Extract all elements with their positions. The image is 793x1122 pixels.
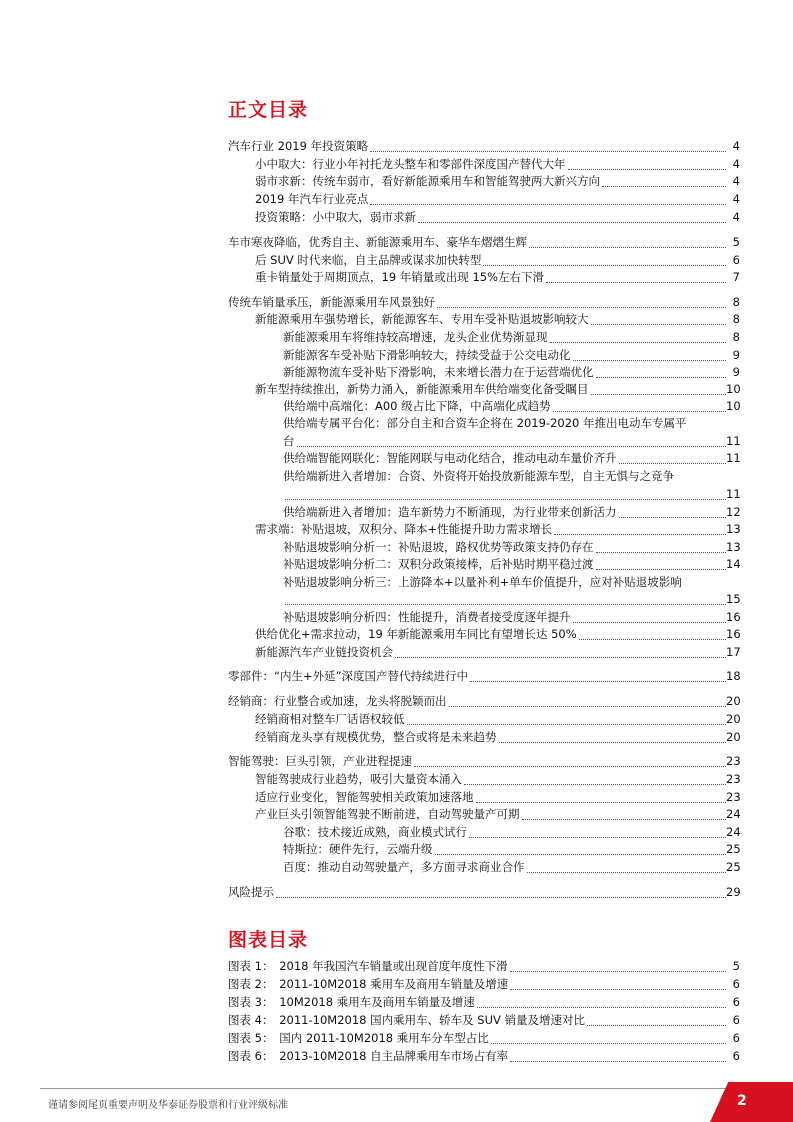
dot-leader: [437, 307, 726, 308]
toc-entry[interactable]: [228, 432, 740, 450]
toc-entry-page: 18: [726, 669, 741, 683]
dot-leader: [579, 639, 726, 640]
toc-entry-page: 15: [726, 592, 741, 606]
toc-entry-title: 经销商相对整车厂话语权较低: [255, 712, 405, 726]
toc-entry-page: 23: [726, 790, 741, 804]
figure-entry-title: 图表 3： 10M2018 乘用车及商用车销量及增速: [228, 995, 475, 1009]
dot-leader: [510, 971, 726, 972]
toc-entry-title: 需求端：补贴退坡，双积分、降本+性能提升助力需求增长: [255, 522, 553, 536]
toc-entry-page: 4: [732, 192, 740, 206]
dot-leader: [418, 222, 726, 223]
toc-entry-page: 10: [726, 382, 741, 396]
toc-entry-page: 4: [732, 157, 740, 171]
figure-entry[interactable]: [228, 1011, 740, 1029]
toc-entry[interactable]: [228, 485, 740, 503]
toc-entry[interactable]: [228, 728, 740, 746]
toc-entry[interactable]: [228, 573, 740, 591]
toc-entry[interactable]: [228, 788, 740, 806]
toc-entry-title: 小中取大：行业小年衬托龙头整车和零部件深度国产替代大年: [255, 157, 566, 171]
dot-leader: [477, 1007, 726, 1008]
toc-entry[interactable]: [228, 172, 740, 190]
figure-entry[interactable]: [228, 1029, 740, 1047]
toc-entry-title: 新能源乘用车强势增长，新能源客车、专用车受补贴退坡影响较大: [255, 312, 589, 326]
toc-entry-page: 4: [732, 139, 740, 153]
toc-entry[interactable]: [228, 608, 740, 626]
toc-entry-title: 谷歌：技术接近成熟，商业模式试行: [283, 825, 467, 839]
toc-entry-page: 20: [726, 712, 741, 726]
dot-leader: [619, 517, 727, 518]
toc-entry-title: 供给端新进入者增加：造车新势力不断涌现，为行业带来创新活力: [283, 505, 617, 519]
dot-leader: [285, 499, 726, 500]
figure-entry-page: 6: [732, 1031, 740, 1045]
toc-entry-page: 29: [726, 885, 741, 899]
footer-disclaimer: 谨请参阅尾页重要声明及华泰证券股票和行业评级标准: [48, 1100, 288, 1111]
toc-entry[interactable]: [228, 667, 740, 685]
toc-entry-page: 23: [726, 754, 741, 768]
toc-entry[interactable]: [228, 625, 740, 643]
dot-leader: [414, 766, 726, 767]
toc-entry-title: 供给端智能网联化：智能网联与电动化结合，推动电动车量价齐升: [283, 451, 617, 465]
dot-leader: [573, 622, 727, 623]
toc-entry-title: 新能源客车受补贴下滑影响较大，持续受益于公交电动化: [283, 348, 571, 362]
toc-entry-page: 17: [726, 645, 741, 659]
toc-entry-title: 适应行业变化，智能驾驶相关政策加速落地: [255, 790, 474, 804]
toc-entry-title: 弱市求新：传统车弱市，看好新能源乘用车和智能驾驶两大新兴方向: [255, 174, 600, 188]
dot-leader: [407, 724, 727, 725]
toc-entry-title: 车市寒夜降临，优秀自主、新能源乘用车、豪华车熠熠生辉: [228, 235, 527, 249]
dot-leader: [370, 204, 726, 205]
toc-entry[interactable]: [228, 310, 740, 328]
toc-entry-page: 23: [726, 772, 741, 786]
dot-leader: [510, 1061, 726, 1062]
figure-entry-page: 6: [732, 1013, 740, 1027]
toc-entry-page: 13: [726, 540, 741, 554]
page-number: 2: [737, 1093, 747, 1109]
toc-entry-page: 11: [726, 434, 741, 448]
dot-leader: [591, 324, 727, 325]
toc-entry-title: 供给端专属平台化：部分自主和合资车企将在 2019-2020 年推出电动车专属平: [283, 416, 687, 430]
toc-entry[interactable]: [228, 328, 740, 346]
toc-entry[interactable]: [228, 251, 740, 269]
figure-entry-page: 5: [732, 959, 740, 973]
toc-entry-page: 4: [732, 174, 740, 188]
toc-entry[interactable]: [228, 414, 740, 432]
dot-leader: [602, 186, 726, 187]
dot-leader: [285, 604, 726, 605]
toc-entry-page: 11: [726, 487, 741, 501]
toc-entry-title: 补贴退坡影响分析四：性能提升，消费者接受度逐年提升: [283, 610, 571, 624]
figure-entry-title: 图表 5： 国内 2011-10M2018 乘用车分车型占比: [228, 1031, 489, 1045]
toc-entry-page: 16: [726, 610, 741, 624]
toc-entry-title: 供给端新进入者增加：合资、外资将开始投放新能源车型，自主无惧与之竞争: [283, 469, 674, 483]
dot-leader: [522, 819, 727, 820]
toc-entry-page: 13: [726, 522, 741, 536]
dot-leader: [596, 569, 727, 570]
toc-entry-title: 供给端中高端化：A00 级占比下降，中高端化成趋势: [283, 399, 551, 413]
toc-entry[interactable]: [228, 555, 740, 573]
toc-entry[interactable]: [228, 449, 740, 467]
figure-entry-page: 6: [732, 1049, 740, 1063]
toc-entry-title: 后 SUV 时代来临，自主品牌或谋求加快转型: [255, 253, 482, 267]
dot-leader: [573, 360, 727, 361]
toc-entry-page: 14: [726, 557, 741, 571]
figure-entry[interactable]: [228, 975, 740, 993]
figure-entry-title: 图表 2： 2011-10M2018 乘用车及商用车销量及增速: [228, 977, 509, 991]
toc-entry-title: 经销商龙头享有规模优势，整合或将是未来趋势: [255, 730, 497, 744]
dot-leader: [550, 342, 727, 343]
toc-entry-page: 24: [726, 807, 741, 821]
dot-leader: [596, 552, 727, 553]
toc-entry-title: 补贴退坡影响分析一：补贴退坡，路权优势等政策支持仍存在: [283, 540, 594, 554]
dot-leader: [529, 247, 726, 248]
toc-entry-title: 产业巨头引领智能驾驶不断前进，自动驾驶量产可期: [255, 807, 520, 821]
dot-leader: [276, 897, 726, 898]
dot-leader: [491, 1043, 726, 1044]
toc-entry-title: 重卡销量处于周期顶点，19 年销量或出现 15%左右下滑: [255, 270, 545, 284]
toc-entry-title: 传统车销量承压，新能源乘用车风景独好: [228, 295, 435, 309]
figure-entry-page: 6: [732, 995, 740, 1009]
toc-entry-title: 投资策略：小中取大，弱市求新: [255, 210, 416, 224]
toc-entry-page: 6: [732, 253, 740, 267]
toc-entry[interactable]: [228, 137, 740, 155]
toc-entry[interactable]: [228, 770, 740, 788]
toc-entry[interactable]: [228, 503, 740, 521]
toc-entry-page: 10: [726, 399, 741, 413]
dot-leader: [568, 169, 727, 170]
toc-entry[interactable]: [228, 590, 740, 608]
dot-leader: [587, 1025, 726, 1026]
dot-leader: [464, 784, 726, 785]
dot-leader: [483, 265, 726, 266]
toc-entry-page: 9: [732, 365, 740, 379]
toc-entry-title: 风险提示: [228, 885, 274, 899]
toc-entry[interactable]: [228, 805, 740, 823]
toc-entry-page: 12: [726, 505, 741, 519]
dot-leader: [553, 411, 726, 412]
toc-entry[interactable]: [228, 293, 740, 311]
figure-list-heading: 图表目录: [228, 929, 309, 951]
toc-entry-title: 台: [283, 434, 295, 448]
toc-entry[interactable]: [228, 538, 740, 556]
toc-entry-title: 新能源汽车产业链投资机会: [255, 645, 393, 659]
toc-entry[interactable]: [228, 397, 740, 415]
dot-leader: [469, 837, 726, 838]
toc-entry-page: 24: [726, 825, 741, 839]
figure-entry[interactable]: [228, 1047, 740, 1065]
dot-leader: [527, 872, 727, 873]
toc-entry-page: 4: [732, 210, 740, 224]
dot-leader: [546, 282, 726, 283]
dot-leader: [596, 377, 727, 378]
toc-entry[interactable]: [228, 155, 740, 173]
toc-entry[interactable]: [228, 190, 740, 208]
toc-entry[interactable]: [228, 752, 740, 770]
footer-divider: [40, 1088, 740, 1089]
dot-leader: [370, 151, 726, 152]
toc-entry-page: 20: [726, 730, 741, 744]
dot-leader: [470, 681, 726, 682]
toc-entry[interactable]: [228, 233, 740, 251]
toc-entry[interactable]: [228, 268, 740, 286]
dot-leader: [297, 446, 727, 447]
figure-entry-title: 图表 1： 2018 年我国汽车销量或出现首度年度性下滑: [228, 959, 508, 973]
toc-entry[interactable]: [228, 208, 740, 226]
dot-leader: [395, 657, 726, 658]
toc-entry-title: 汽车行业 2019 年投资策略: [228, 139, 369, 153]
toc-heading: 正文目录: [228, 99, 309, 121]
toc-entry-title: 2019 年汽车行业亮点: [255, 192, 369, 206]
toc-entry-title: 供给优化+需求拉动，19 年新能源乘用车同比有望增长达 50%: [255, 627, 577, 641]
figure-entry-title: 图表 6： 2013-10M2018 自主品牌乘用车市场占有率: [228, 1049, 509, 1063]
toc-entry[interactable]: [228, 823, 740, 841]
dot-leader: [591, 394, 727, 395]
toc-entry-page: 25: [726, 842, 741, 856]
figure-entry[interactable]: [228, 957, 740, 975]
dot-leader: [476, 802, 727, 803]
toc-entry-page: 5: [732, 235, 740, 249]
toc-entry-title: 补贴退坡影响分析二：双积分政策接棒，后补贴时期平稳过渡: [283, 557, 594, 571]
toc-entry-page: 8: [732, 330, 740, 344]
toc-entry-page: 9: [732, 348, 740, 362]
dot-leader: [449, 706, 727, 707]
toc-entry[interactable]: [228, 692, 740, 710]
toc-entry-title: 智能驾驶成行业趋势，吸引大量资本涌入: [255, 772, 462, 786]
toc-entry-title: 零部件：“内生+外延”深度国产替代持续进行中: [228, 669, 469, 683]
toc-entry-page: 16: [726, 627, 741, 641]
toc-entry[interactable]: [228, 710, 740, 728]
toc-entry[interactable]: [228, 643, 740, 661]
toc-entry-title: 补贴退坡影响分析三：上游降本+以量补利+单车价值提升，应对补贴退坡影响: [283, 575, 682, 589]
toc-entry[interactable]: [228, 840, 740, 858]
figure-entry[interactable]: [228, 993, 740, 1011]
toc-entry-title: 新能源乘用车将维持较高增速，龙头企业优势渐显现: [283, 330, 548, 344]
toc-entry[interactable]: [228, 346, 740, 364]
toc-entry-title: 特斯拉：硬件先行，云端升级: [283, 842, 433, 856]
toc-entry[interactable]: [228, 883, 740, 901]
toc-entry[interactable]: [228, 380, 740, 398]
toc-entry-page: 25: [726, 860, 741, 874]
dot-leader: [510, 989, 726, 990]
dot-leader: [435, 854, 727, 855]
toc-entry-page: 20: [726, 694, 741, 708]
dot-leader: [499, 742, 727, 743]
figure-entry-title: 图表 4： 2011-10M2018 国内乘用车、轿车及 SUV 销量及增速对比: [228, 1013, 586, 1027]
toc-entry-page: 11: [726, 451, 741, 465]
toc-entry-title: 新车型持续推出，新势力涌入，新能源乘用车供给端变化备受瞩目: [255, 382, 589, 396]
toc-entry-title: 智能驾驶：巨头引领，产业进程提速: [228, 754, 412, 768]
toc-entry[interactable]: [228, 520, 740, 538]
dot-leader: [619, 463, 727, 464]
toc-entry-title: 百度：推动自动驾驶量产，多方面寻求商业合作: [283, 860, 525, 874]
toc-entry-title: 经销商：行业整合或加速，龙头将脱颖而出: [228, 694, 447, 708]
dot-leader: [554, 534, 726, 535]
toc-entry-page: 8: [732, 312, 740, 326]
figure-entry-page: 6: [732, 977, 740, 991]
toc-entry[interactable]: [228, 363, 740, 381]
toc-entry-title: 新能源物流车受补贴下滑影响，未来增长潜力在于运营端优化: [283, 365, 594, 379]
toc-entry[interactable]: [228, 467, 740, 485]
toc-entry-page: 8: [732, 295, 740, 309]
toc-entry[interactable]: [228, 858, 740, 876]
toc-entry-page: 7: [732, 270, 740, 284]
